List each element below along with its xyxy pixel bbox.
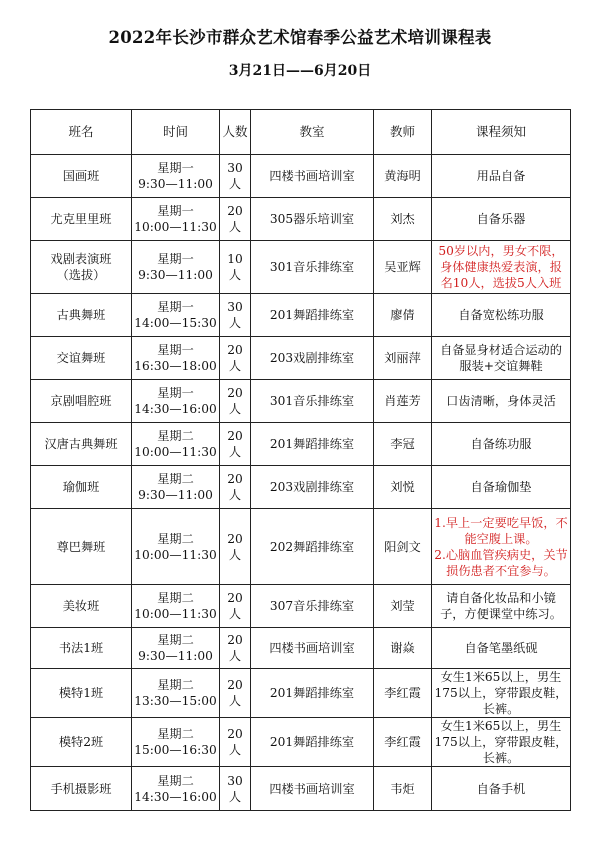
table-row — [31, 198, 571, 241]
count-cell: 20人 — [220, 337, 251, 380]
note-text: 自备瑜伽垫 — [470, 480, 532, 494]
weekday: 星期二 — [157, 472, 194, 486]
time-cell — [132, 509, 220, 585]
teacher-cell: 韦炬 — [374, 767, 432, 811]
class-name: 汉唐古典舞班 — [44, 437, 118, 451]
time-range: 9:30—11:00 — [138, 649, 213, 663]
count-cell: 20人 — [220, 423, 251, 466]
time-range: 14:30—16:00 — [134, 789, 217, 804]
count-cell: 20人 — [220, 585, 251, 628]
count-cell: 20人 — [220, 198, 251, 241]
class-name-cell — [31, 198, 132, 241]
header-room: 教室 — [251, 110, 374, 155]
class-name: 手机摄影班 — [50, 781, 112, 796]
time-cell — [132, 669, 220, 718]
teacher-cell: 吴亚辉 — [374, 241, 432, 294]
table-row — [31, 628, 571, 669]
time-range: 14:00—15:30 — [134, 316, 217, 330]
room-cell: 四楼书画培训室 — [251, 767, 374, 811]
class-name: 尊巴舞班 — [56, 539, 106, 554]
time-range: 15:00—16:30 — [134, 743, 217, 757]
weekday: 星期二 — [157, 591, 194, 605]
time-cell — [132, 337, 220, 380]
notes-cell — [432, 628, 571, 669]
class-name-cell — [31, 718, 132, 767]
notes-cell — [432, 337, 571, 380]
table-row — [31, 294, 571, 337]
room-cell: 201舞蹈排练室 — [251, 718, 374, 767]
time-range: 10:00—11:30 — [134, 547, 217, 562]
teacher-cell: 李红霞 — [374, 669, 432, 718]
notes-cell — [432, 423, 571, 466]
time-cell — [132, 718, 220, 767]
class-name: 国画班 — [62, 169, 100, 183]
note-text: 50岁以内，男女不限，身体健康热爱表演，报名10人，选拔5人入班 — [438, 244, 564, 290]
class-name: 模特2班 — [58, 735, 104, 749]
table-row — [31, 466, 571, 509]
page-title: 2022年长沙市群众艺术馆春季公益艺术培训课程表 — [108, 28, 492, 47]
weekday: 星期二 — [157, 531, 194, 546]
time-cell — [132, 241, 220, 294]
teacher-cell: 刘悦 — [374, 466, 432, 509]
class-name: 模特1班 — [58, 686, 104, 700]
class-name: 交谊舞班 — [56, 351, 106, 365]
time-range: 16:30—18:00 — [134, 359, 217, 373]
class-name-cell — [31, 466, 132, 509]
time-cell — [132, 466, 220, 509]
note-text: 女生1米65以上，男生175以上，穿带跟皮鞋，长裤。 — [434, 670, 568, 716]
weekday: 星期二 — [157, 773, 194, 788]
time-cell — [132, 628, 220, 669]
count-cell: 20人 — [220, 509, 251, 585]
time-range: 9:30—11:00 — [138, 268, 213, 282]
room-cell: 201舞蹈排练室 — [251, 423, 374, 466]
notes-cell — [432, 155, 571, 198]
class-name: 京剧唱腔班 — [50, 394, 112, 408]
count-cell: 30人 — [220, 294, 251, 337]
teacher-cell: 阳剑文 — [374, 509, 432, 585]
header-teacher: 教师 — [374, 110, 432, 155]
weekday: 星期一 — [157, 343, 194, 357]
room-cell: 202舞蹈排练室 — [251, 509, 374, 585]
note-text: 自备宽松练功服 — [458, 308, 544, 322]
header-count: 人数 — [220, 110, 251, 155]
count-cell: 10人 — [220, 241, 251, 294]
class-name: 尤克里里班 — [50, 212, 112, 226]
room-cell: 201舞蹈排练室 — [251, 669, 374, 718]
date-range: 3月21日——6月20日 — [228, 63, 372, 79]
table-row — [31, 509, 571, 585]
note-text: 自备手机 — [476, 781, 526, 796]
class-name: 戏剧表演班 — [50, 252, 112, 266]
room-cell: 203戏剧排练室 — [251, 466, 374, 509]
notes-cell — [432, 466, 571, 509]
notes-cell — [432, 509, 571, 585]
class-name-cell — [31, 628, 132, 669]
time-cell — [132, 294, 220, 337]
table-row — [31, 241, 571, 294]
teacher-cell: 刘丽萍 — [374, 337, 432, 380]
note-text: 女生1米65以上，男生175以上，穿带跟皮鞋，长裤。 — [434, 719, 568, 765]
count-cell: 20人 — [220, 718, 251, 767]
teacher-cell: 李红霞 — [374, 718, 432, 767]
weekday: 星期一 — [157, 300, 194, 314]
note-text: 自备乐器 — [476, 212, 526, 226]
table-row — [31, 718, 571, 767]
notes-cell — [432, 767, 571, 811]
table-row — [31, 767, 571, 811]
weekday: 星期二 — [157, 429, 194, 443]
class-name-cell — [31, 155, 132, 198]
time-cell — [132, 155, 220, 198]
time-cell — [132, 767, 220, 811]
room-cell: 四楼书画培训室 — [251, 628, 374, 669]
weekday: 星期一 — [157, 161, 194, 175]
note-text: 用品自备 — [476, 169, 526, 183]
notes-cell — [432, 294, 571, 337]
note-text: 自备显身材适合运动的服装+交谊舞鞋 — [440, 343, 562, 373]
time-range: 9:30—11:00 — [138, 488, 213, 502]
class-name: 古典舞班 — [56, 308, 106, 322]
note-text: 自备笔墨纸砚 — [464, 641, 538, 655]
room-cell: 201舞蹈排练室 — [251, 294, 374, 337]
teacher-cell: 刘杰 — [374, 198, 432, 241]
time-range: 9:30—11:00 — [138, 177, 213, 191]
note-item: 1.早上一定要吃早饭，不能空腹上课。 — [434, 515, 568, 546]
notes-cell — [432, 198, 571, 241]
room-cell: 四楼书画培训室 — [251, 155, 374, 198]
time-cell — [132, 423, 220, 466]
teacher-cell: 刘莹 — [374, 585, 432, 628]
class-name-cell — [31, 423, 132, 466]
teacher-cell: 肖莲芳 — [374, 380, 432, 423]
time-range: 10:00—11:30 — [134, 445, 217, 459]
count-cell: 20人 — [220, 628, 251, 669]
class-name: 瑜伽班 — [62, 480, 100, 494]
table-row — [31, 380, 571, 423]
weekday: 星期一 — [157, 386, 194, 400]
note-text: 自备练功服 — [470, 437, 532, 451]
time-cell — [132, 585, 220, 628]
table-row — [31, 337, 571, 380]
room-cell: 307音乐排练室 — [251, 585, 374, 628]
class-name-cell — [31, 585, 132, 628]
note-text: 口齿清晰，身体灵活 — [446, 394, 556, 408]
time-range: 10:00—11:30 — [134, 220, 217, 234]
time-range: 14:30—16:00 — [134, 402, 217, 416]
table-header-row — [31, 110, 571, 155]
weekday: 星期一 — [157, 204, 194, 218]
teacher-cell: 李冠 — [374, 423, 432, 466]
room-cell: 305器乐培训室 — [251, 198, 374, 241]
time-range: 13:30—15:00 — [134, 694, 217, 708]
room-cell: 301音乐排练室 — [251, 380, 374, 423]
count-cell: 30人 — [220, 767, 251, 811]
time-cell — [132, 198, 220, 241]
count-cell: 20人 — [220, 466, 251, 509]
table-row — [31, 669, 571, 718]
class-name-cell — [31, 241, 132, 294]
header-time: 时间 — [132, 110, 220, 155]
teacher-cell: 谢焱 — [374, 628, 432, 669]
notes-cell — [432, 585, 571, 628]
teacher-cell: 廖倩 — [374, 294, 432, 337]
class-name-cell — [31, 767, 132, 811]
weekday: 星期一 — [157, 252, 194, 266]
table-row — [31, 423, 571, 466]
notes-cell — [432, 380, 571, 423]
header-notes: 课程须知 — [432, 110, 571, 155]
note-item: 2.心脑血管疾病史，关节损伤患者不宜参与。 — [434, 547, 568, 578]
table-row — [31, 155, 571, 198]
class-name-cell — [31, 509, 132, 585]
room-cell: 301音乐排练室 — [251, 241, 374, 294]
class-name-cell — [31, 380, 132, 423]
notes-cell — [432, 718, 571, 767]
count-cell: 20人 — [220, 669, 251, 718]
count-cell: 20人 — [220, 380, 251, 423]
weekday: 星期二 — [157, 727, 194, 741]
teacher-cell: 黄海明 — [374, 155, 432, 198]
time-range: 10:00—11:30 — [134, 607, 217, 621]
notes-cell — [432, 669, 571, 718]
header-class-name: 班名 — [31, 110, 132, 155]
time-cell — [132, 380, 220, 423]
weekday: 星期二 — [157, 633, 194, 647]
count-cell: 30人 — [220, 155, 251, 198]
room-cell: 203戏剧排练室 — [251, 337, 374, 380]
class-name: 书法1班 — [58, 641, 104, 655]
class-name-cell — [31, 294, 132, 337]
class-name-cell — [31, 337, 132, 380]
notes-cell — [432, 241, 571, 294]
class-name-cell — [31, 669, 132, 718]
class-name: 美妆班 — [62, 599, 100, 613]
schedule-table — [30, 109, 571, 811]
class-name-sub: （选拔） — [56, 268, 106, 282]
weekday: 星期二 — [157, 678, 194, 692]
note-text: 请自备化妆品和小镜子，方便课堂中练习。 — [440, 591, 562, 621]
table-row — [31, 585, 571, 628]
